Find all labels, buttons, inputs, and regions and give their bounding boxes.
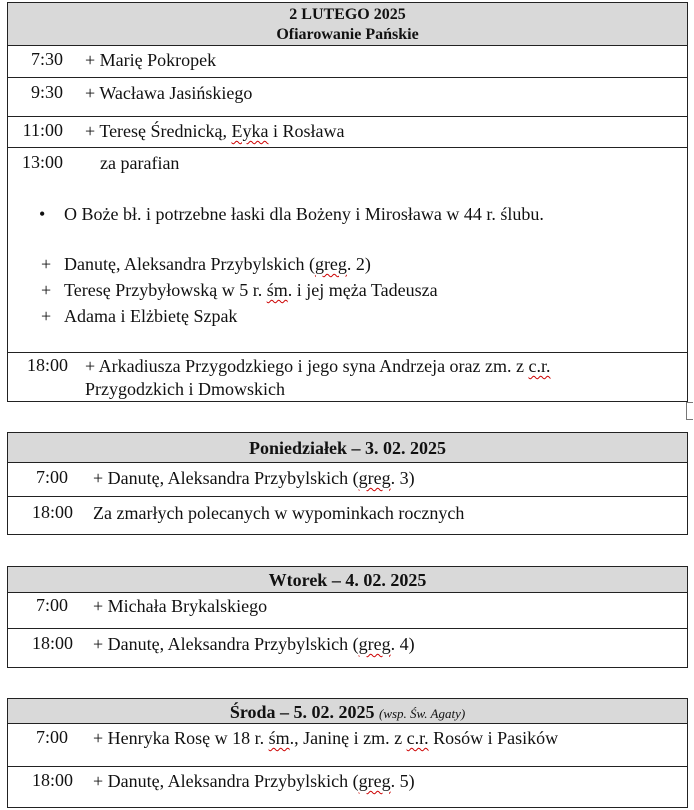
sunday-feast-subtitle: Ofiarowanie Pańskie xyxy=(276,26,419,43)
mass-time: 18:00 xyxy=(31,502,73,522)
mass-time: 18:00 xyxy=(31,770,73,790)
intention-plus-item: Danutę, Aleksandra Przybylskich (greg. 2) xyxy=(64,254,371,274)
bullet-marker: • xyxy=(39,204,46,224)
mass-row xyxy=(8,629,687,668)
monday-header xyxy=(8,433,687,463)
mass-intention: + Michała Brykalskiego xyxy=(93,596,268,616)
mass-intention-continued: Przygodzkich i Dmowskich xyxy=(85,379,285,399)
sunday-schedule-table xyxy=(7,2,688,402)
wednesday-schedule-table xyxy=(7,698,688,808)
mass-time: 7:30 xyxy=(30,49,63,69)
mass-row xyxy=(8,767,687,808)
tuesday-schedule-table xyxy=(7,566,688,668)
wednesday-header xyxy=(8,699,687,724)
plus-marker: + xyxy=(41,280,52,300)
mass-intention: + Wacława Jasińskiego xyxy=(85,83,253,103)
mass-row xyxy=(8,497,687,535)
mass-row xyxy=(8,353,687,402)
mass-time: 7:00 xyxy=(35,595,68,615)
tuesday-header xyxy=(8,567,687,593)
mass-row xyxy=(8,724,687,767)
mass-intention: za parafian xyxy=(100,153,180,173)
mass-time: 13:00 xyxy=(21,152,63,172)
intention-plus-item: Teresę Przybyłowską w 5 r. śm. i jej męża Tadeusza xyxy=(64,280,438,300)
mass-intention: + Marię Pokropek xyxy=(85,50,217,70)
mass-row xyxy=(8,46,687,78)
mass-row xyxy=(8,78,687,117)
plus-marker: + xyxy=(41,306,52,326)
mass-row xyxy=(8,148,687,353)
mass-time: 18:00 xyxy=(26,355,68,375)
mass-row xyxy=(8,463,687,497)
mass-intention: + Arkadiusza Przygodzkiego i jego syna Andrzeja oraz zm. z c.r. xyxy=(85,356,551,376)
tuesday-date-title: Wtorek – 4. 02. 2025 xyxy=(268,570,427,590)
mass-intention: + Teresę Średnicką, Eyka i Rosława xyxy=(85,121,345,141)
mass-row xyxy=(8,593,687,629)
mass-row xyxy=(8,117,687,148)
mass-intention: + Danutę, Aleksandra Przybylskich (greg. 5) xyxy=(93,771,415,791)
intention-plus-item: Adama i Elżbietę Szpak xyxy=(64,306,238,326)
mass-intention: + Henryka Rosę w 18 r. śm., Janinę i zm. z c.r. Rosów i Pasików xyxy=(93,728,559,748)
wednesday-date-title: Środa – 5. 02. 2025 (wsp. Św. Agaty) xyxy=(229,702,466,722)
mass-time: 7:00 xyxy=(35,727,68,747)
feast-note: (wsp. Św. Agaty) xyxy=(379,706,466,721)
mass-time: 7:00 xyxy=(35,467,68,487)
plus-marker: + xyxy=(41,254,52,274)
mass-intention: + Danutę, Aleksandra Przybylskich (greg. 3) xyxy=(93,468,415,488)
mass-time: 11:00 xyxy=(22,120,63,140)
mass-time: 18:00 xyxy=(31,633,73,653)
mass-intention: + Danutę, Aleksandra Przybylskich (greg. 4) xyxy=(93,634,415,654)
mass-time: 9:30 xyxy=(30,82,63,102)
intention-bullet-item: O Boże bł. i potrzebne łaski dla Bożeny i Mirosława w 44 r. ślubu. xyxy=(64,204,544,224)
sunday-header xyxy=(8,3,687,46)
table-end-marker xyxy=(686,402,693,420)
monday-date-title: Poniedziałek – 3. 02. 2025 xyxy=(249,438,446,458)
mass-intention: Za zmarłych polecanych w wypominkach rocznych xyxy=(93,503,465,523)
monday-schedule-table xyxy=(7,432,688,535)
sunday-date-title: 2 LUTEGO 2025 xyxy=(289,6,406,23)
